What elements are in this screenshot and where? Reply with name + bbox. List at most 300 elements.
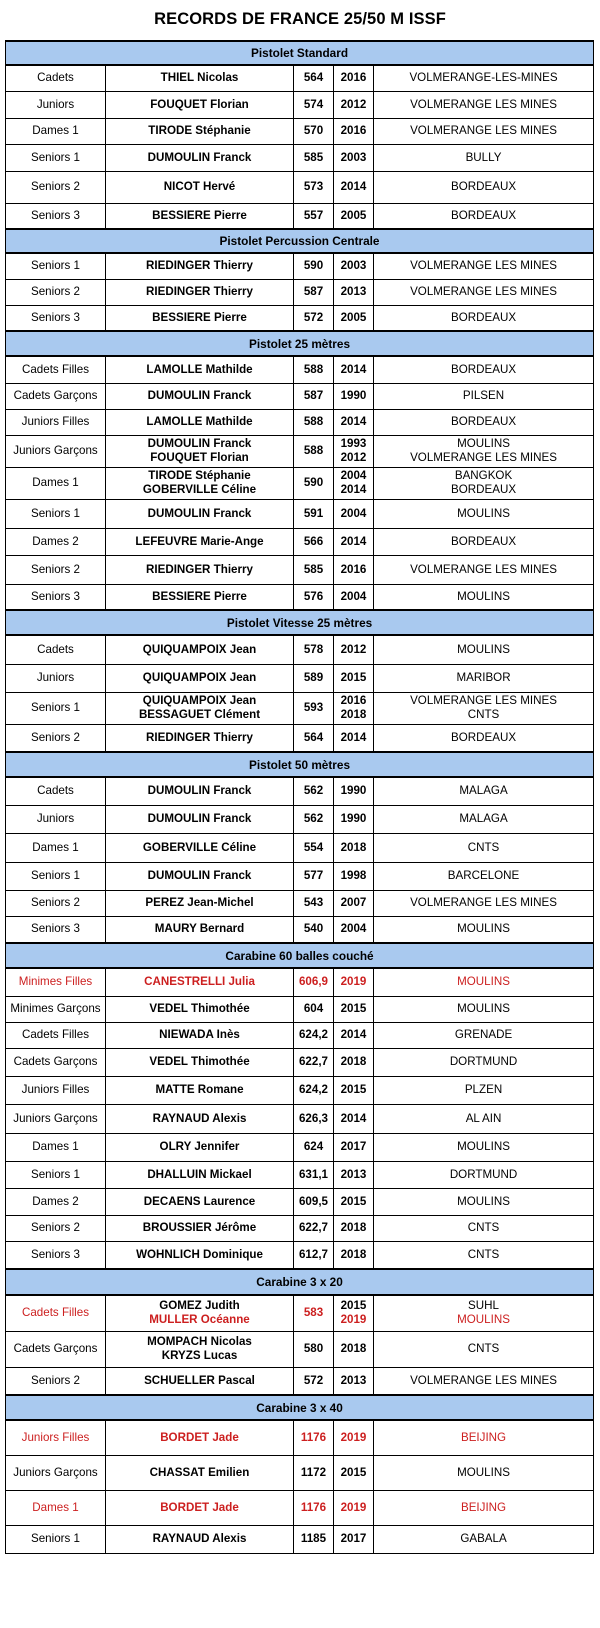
table-row: [6, 118, 594, 144]
cell-line: 2007: [340, 896, 367, 909]
category-cell: Seniors 2: [6, 1215, 106, 1241]
cell-line: BORDEAUX: [450, 180, 517, 193]
table-row: [6, 1104, 594, 1133]
place-cell: [374, 435, 594, 467]
cell-line: 2018: [340, 708, 367, 721]
athlete-cell: [106, 1048, 294, 1076]
cell-line: 2018: [340, 1247, 367, 1261]
athlete-cell: [106, 435, 294, 467]
cell-line: 2005: [340, 208, 367, 222]
table-row: [6, 356, 594, 383]
year-cell: [334, 1076, 374, 1104]
cell-line: VOLMERANGE-LES-MINES: [409, 71, 558, 85]
score-cell: 587: [294, 279, 334, 305]
table-row: [6, 555, 594, 584]
year-cell: [334, 862, 374, 890]
athlete-cell: [106, 996, 294, 1022]
place-cell: [374, 528, 594, 555]
table-row: [6, 528, 594, 555]
cell-line: 2019: [340, 1500, 367, 1514]
place-cell: [374, 1104, 594, 1133]
place-cell: [374, 467, 594, 499]
cell-line: VOLMERANGE LES MINES: [410, 97, 557, 111]
section-header: [6, 752, 594, 777]
cell-line: 2014: [340, 534, 367, 548]
cell-line: BORDEAUX: [450, 310, 517, 324]
place-cell: [374, 1241, 594, 1269]
place-cell: [374, 65, 594, 91]
score-cell: 583: [294, 1295, 334, 1331]
table-row: [6, 383, 594, 409]
year-cell: [334, 833, 374, 862]
place-cell: [374, 253, 594, 279]
year-cell: [334, 279, 374, 305]
category-cell: Seniors 2: [6, 724, 106, 752]
place-cell: [374, 1455, 594, 1490]
year-cell: [334, 1188, 374, 1215]
cell-line: SUHL: [468, 1299, 499, 1313]
athlete-cell: [106, 279, 294, 305]
score-cell: 1185: [294, 1525, 334, 1553]
cell-line: BESSAGUET Clément: [138, 708, 261, 721]
place-cell: [374, 1525, 594, 1553]
year-cell: [334, 65, 374, 91]
place-cell: [374, 356, 594, 383]
score-cell: 1176: [294, 1490, 334, 1525]
table-row: [6, 1367, 594, 1395]
place-cell: [374, 409, 594, 435]
place-cell: [374, 1188, 594, 1215]
category-cell: Juniors Filles: [6, 409, 106, 435]
cell-line: 2016: [340, 562, 367, 576]
cell-line: VOLMERANGE LES MINES: [410, 1373, 557, 1387]
place-cell: [374, 777, 594, 805]
athlete-cell: [106, 1161, 294, 1188]
category-cell: Seniors 3: [6, 203, 106, 229]
cell-line: 2015: [340, 1083, 367, 1096]
athlete-cell: [106, 916, 294, 943]
cell-line: MOULINS: [457, 589, 510, 603]
athlete-cell: [106, 968, 294, 996]
year-cell: [334, 435, 374, 467]
athlete-cell: [106, 118, 294, 144]
cell-line: RIEDINGER Thierry: [146, 562, 253, 576]
score-cell: 562: [294, 805, 334, 833]
year-cell: [334, 996, 374, 1022]
cell-line: CNTS: [467, 708, 500, 721]
category-cell: Dames 2: [6, 1188, 106, 1215]
score-cell: 588: [294, 435, 334, 467]
table-row: [6, 253, 594, 279]
athlete-cell: [106, 1525, 294, 1553]
cell-line: 1990: [340, 389, 367, 402]
score-cell: 540: [294, 916, 334, 943]
year-cell: [334, 409, 374, 435]
table-row: [6, 1490, 594, 1525]
score-cell: 589: [294, 664, 334, 692]
year-cell: [334, 1367, 374, 1395]
place-cell: [374, 724, 594, 752]
place-cell: [374, 1331, 594, 1367]
cell-line: VOLMERANGE LES MINES: [410, 285, 557, 298]
year-cell: [334, 118, 374, 144]
table-row: [6, 890, 594, 916]
cell-line: DUMOULIN Franck: [147, 869, 252, 882]
cell-line: VOLMERANGE LES MINES: [410, 694, 557, 707]
cell-line: GOBERVILLE Céline: [142, 483, 257, 496]
cell-line: BORDET Jade: [160, 1430, 239, 1444]
category-cell: Minimes Garçons: [6, 996, 106, 1022]
athlete-cell: [106, 664, 294, 692]
category-cell: Dames 1: [6, 1133, 106, 1161]
category-cell: Juniors Filles: [6, 1420, 106, 1455]
cell-line: MALAGA: [459, 812, 508, 825]
place-cell: [374, 1048, 594, 1076]
athlete-cell: [106, 635, 294, 664]
place-cell: [374, 1022, 594, 1048]
athlete-cell: [106, 171, 294, 203]
year-cell: [334, 383, 374, 409]
category-cell: Cadets: [6, 635, 106, 664]
score-cell: 609,5: [294, 1188, 334, 1215]
score-cell: 622,7: [294, 1048, 334, 1076]
cell-line: VOLMERANGE LES MINES: [410, 451, 557, 464]
year-cell: [334, 1161, 374, 1188]
year-cell: [334, 1048, 374, 1076]
year-cell: [334, 356, 374, 383]
cell-line: TIRODE Stéphanie: [148, 469, 251, 482]
cell-line: BORDEAUX: [450, 730, 517, 744]
cell-line: BULLY: [465, 150, 502, 164]
category-cell: Seniors 3: [6, 1241, 106, 1269]
year-cell: [334, 692, 374, 724]
cell-line: 2019: [340, 1430, 367, 1444]
table-row: [6, 409, 594, 435]
table-row: [6, 1525, 594, 1553]
athlete-cell: [106, 1455, 294, 1490]
athlete-cell: [106, 383, 294, 409]
place-cell: [374, 692, 594, 724]
score-cell: 585: [294, 555, 334, 584]
category-cell: Cadets: [6, 65, 106, 91]
table-row: [6, 435, 594, 467]
category-cell: Seniors 2: [6, 555, 106, 584]
cell-line: 2014: [340, 730, 367, 744]
cell-line: BEIJING: [460, 1430, 507, 1444]
score-cell: 624: [294, 1133, 334, 1161]
year-cell: [334, 1525, 374, 1553]
cell-line: QUIQUAMPOIX Jean: [142, 642, 257, 656]
athlete-cell: [106, 409, 294, 435]
cell-line: BEIJING: [460, 1500, 507, 1514]
table-row: [6, 805, 594, 833]
cell-line: QUIQUAMPOIX Jean: [142, 694, 257, 707]
score-cell: 622,7: [294, 1215, 334, 1241]
cell-line: MAURY Bernard: [154, 922, 245, 936]
cell-line: DORTMUND: [449, 1055, 518, 1068]
section-header: [6, 943, 594, 968]
score-cell: 590: [294, 253, 334, 279]
cell-line: DUMOULIN Franck: [147, 150, 252, 164]
athlete-cell: [106, 1104, 294, 1133]
cell-line: 2014: [340, 1111, 367, 1125]
cell-line: BORDET Jade: [160, 1500, 239, 1514]
cell-line: 1998: [340, 869, 367, 882]
table-row: [6, 305, 594, 331]
athlete-cell: [106, 584, 294, 610]
cell-line: DUMOULIN Franck: [147, 389, 252, 402]
score-cell: 612,7: [294, 1241, 334, 1269]
category-cell: Cadets Garçons: [6, 383, 106, 409]
section-header: [6, 1269, 594, 1295]
cell-line: MATTE Romane: [155, 1083, 244, 1096]
cell-line: MOULINS: [457, 922, 510, 936]
cell-line: 1990: [340, 812, 367, 825]
category-cell: Dames 1: [6, 467, 106, 499]
category-cell: Juniors Garçons: [6, 435, 106, 467]
year-cell: [334, 91, 374, 118]
cell-line: 1993: [340, 437, 367, 450]
category-cell: Seniors 2: [6, 890, 106, 916]
score-cell: 572: [294, 305, 334, 331]
cell-line: 2004: [340, 469, 367, 482]
year-cell: [334, 203, 374, 229]
cell-line: MOULINS: [457, 642, 510, 656]
cell-line: GABALA: [460, 1532, 507, 1545]
cell-line: 2004: [340, 589, 367, 603]
year-cell: [334, 805, 374, 833]
cell-line: AL AIN: [465, 1111, 502, 1125]
cell-line: THIEL Nicolas: [160, 71, 239, 85]
score-cell: 624,2: [294, 1076, 334, 1104]
year-cell: [334, 724, 374, 752]
place-cell: [374, 499, 594, 528]
table-row: [6, 1188, 594, 1215]
cell-line: RAYNAUD Alexis: [152, 1111, 247, 1125]
place-cell: [374, 664, 594, 692]
score-cell: 566: [294, 528, 334, 555]
cell-line: DUMOULIN Franck: [147, 437, 252, 450]
athlete-cell: [106, 144, 294, 171]
score-cell: 564: [294, 724, 334, 752]
cell-line: 2019: [340, 1313, 367, 1327]
cell-line: MULLER Océanne: [149, 1313, 250, 1327]
cell-line: MOULINS: [457, 506, 510, 520]
score-cell: 577: [294, 862, 334, 890]
athlete-cell: [106, 1367, 294, 1395]
records-table: [5, 40, 594, 1554]
cell-line: MOULINS: [457, 1313, 510, 1327]
place-cell: [374, 805, 594, 833]
cell-line: LEFEUVRE Marie-Ange: [135, 534, 264, 548]
cell-line: PLZEN: [464, 1083, 503, 1096]
place-cell: [374, 635, 594, 664]
score-cell: 554: [294, 833, 334, 862]
athlete-cell: [106, 1490, 294, 1525]
year-cell: [334, 968, 374, 996]
section-title: Carabine 3 x 40: [6, 1395, 594, 1420]
cell-line: GOBERVILLE Céline: [142, 840, 257, 854]
place-cell: [374, 383, 594, 409]
athlete-cell: [106, 890, 294, 916]
table-row: [6, 171, 594, 203]
year-cell: [334, 916, 374, 943]
table-row: [6, 1241, 594, 1269]
place-cell: [374, 890, 594, 916]
table-row: [6, 777, 594, 805]
year-cell: [334, 171, 374, 203]
year-cell: [334, 1490, 374, 1525]
athlete-cell: [106, 692, 294, 724]
cell-line: 2017: [340, 1532, 367, 1545]
table-row: [6, 833, 594, 862]
score-cell: 564: [294, 65, 334, 91]
athlete-cell: [106, 1022, 294, 1048]
score-cell: 570: [294, 118, 334, 144]
athlete-cell: [106, 467, 294, 499]
place-cell: [374, 1490, 594, 1525]
score-cell: 543: [294, 890, 334, 916]
place-cell: [374, 279, 594, 305]
table-row: [6, 664, 594, 692]
cell-line: WOHNLICH Dominique: [136, 1247, 263, 1261]
cell-line: VOLMERANGE LES MINES: [410, 259, 557, 273]
cell-line: OLRY Jennifer: [159, 1140, 240, 1153]
year-cell: [334, 1133, 374, 1161]
cell-line: DHALLUIN Mickael: [147, 1167, 252, 1181]
table-row: [6, 1133, 594, 1161]
category-cell: Seniors 3: [6, 305, 106, 331]
place-cell: [374, 144, 594, 171]
athlete-cell: [106, 1295, 294, 1331]
place-cell: [374, 833, 594, 862]
cell-line: QUIQUAMPOIX Jean: [142, 671, 257, 684]
cell-line: 2015: [340, 1465, 367, 1479]
section-title: Pistolet Vitesse 25 mètres: [6, 610, 594, 635]
cell-line: 2014: [340, 362, 367, 376]
category-cell: Juniors Garçons: [6, 1455, 106, 1490]
category-cell: Seniors 2: [6, 171, 106, 203]
athlete-cell: [106, 65, 294, 91]
category-cell: Dames 1: [6, 1490, 106, 1525]
year-cell: [334, 1455, 374, 1490]
year-cell: [334, 635, 374, 664]
place-cell: [374, 584, 594, 610]
place-cell: [374, 862, 594, 890]
cell-line: 2013: [340, 1373, 367, 1387]
table-row: [6, 584, 594, 610]
cell-line: MOULINS: [457, 1002, 510, 1015]
cell-line: BORDEAUX: [450, 208, 517, 222]
score-cell: 573: [294, 171, 334, 203]
athlete-cell: [106, 91, 294, 118]
cell-line: LAMOLLE Mathilde: [146, 362, 253, 376]
year-cell: [334, 499, 374, 528]
cell-line: LAMOLLE Mathilde: [146, 415, 253, 428]
section-title: Pistolet Standard: [6, 41, 594, 65]
cell-line: VOLMERANGE LES MINES: [410, 896, 557, 909]
athlete-cell: [106, 1331, 294, 1367]
table-row: [6, 1048, 594, 1076]
category-cell: Seniors 1: [6, 499, 106, 528]
place-cell: [374, 968, 594, 996]
cell-line: 2012: [340, 97, 367, 111]
score-cell: 1172: [294, 1455, 334, 1490]
cell-line: MOMPACH Nicolas: [147, 1335, 252, 1348]
cell-line: 2015: [340, 1194, 367, 1208]
cell-line: 2004: [340, 922, 367, 936]
athlete-cell: [106, 555, 294, 584]
year-cell: [334, 584, 374, 610]
cell-line: CNTS: [467, 1221, 500, 1234]
cell-line: BORDEAUX: [450, 483, 517, 496]
table-row: [6, 1076, 594, 1104]
place-cell: [374, 1420, 594, 1455]
athlete-cell: [106, 356, 294, 383]
cell-line: 2018: [340, 840, 367, 854]
cell-line: BESSIERE Pierre: [152, 589, 247, 603]
table-row: [6, 996, 594, 1022]
table-row: [6, 635, 594, 664]
cell-line: BORDEAUX: [450, 534, 517, 548]
year-cell: [334, 528, 374, 555]
table-row: [6, 1215, 594, 1241]
year-cell: [334, 1420, 374, 1455]
place-cell: [374, 91, 594, 118]
cell-line: 2012: [340, 642, 367, 656]
category-cell: Dames 1: [6, 833, 106, 862]
cell-line: PEREZ Jean-Michel: [145, 896, 254, 909]
place-cell: [374, 1367, 594, 1395]
cell-line: BESSIERE Pierre: [152, 208, 247, 222]
table-row: [6, 91, 594, 118]
year-cell: [334, 1215, 374, 1241]
year-cell: [334, 1331, 374, 1367]
place-cell: [374, 1215, 594, 1241]
table-row: [6, 1420, 594, 1455]
section-title: Pistolet 25 mètres: [6, 331, 594, 356]
category-cell: Seniors 1: [6, 1161, 106, 1188]
place-cell: [374, 555, 594, 584]
cell-line: GOMEZ Judith: [159, 1299, 240, 1313]
cell-line: 2013: [340, 1167, 367, 1181]
year-cell: [334, 1241, 374, 1269]
cell-line: 1990: [340, 784, 367, 798]
cell-line: MOULINS: [457, 1465, 510, 1479]
cell-line: 2012: [340, 451, 367, 464]
category-cell: Juniors: [6, 91, 106, 118]
athlete-cell: [106, 777, 294, 805]
score-cell: 576: [294, 584, 334, 610]
section-header: [6, 1395, 594, 1420]
year-cell: [334, 555, 374, 584]
cell-line: VOLMERANGE LES MINES: [410, 124, 557, 137]
category-cell: Cadets Filles: [6, 1295, 106, 1331]
cell-line: MOULINS: [457, 437, 510, 450]
section-title: Carabine 60 balles couché: [6, 943, 594, 968]
cell-line: MARIBOR: [456, 671, 511, 684]
category-cell: Seniors 2: [6, 1367, 106, 1395]
cell-line: 2017: [340, 1140, 367, 1153]
athlete-cell: [106, 862, 294, 890]
cell-line: 2003: [340, 150, 367, 164]
score-cell: 557: [294, 203, 334, 229]
page-title: RECORDS DE FRANCE 25/50 M ISSF: [154, 9, 446, 28]
score-cell: 591: [294, 499, 334, 528]
cell-line: BORDEAUX: [450, 362, 517, 376]
place-cell: [374, 305, 594, 331]
table-row: [6, 692, 594, 724]
